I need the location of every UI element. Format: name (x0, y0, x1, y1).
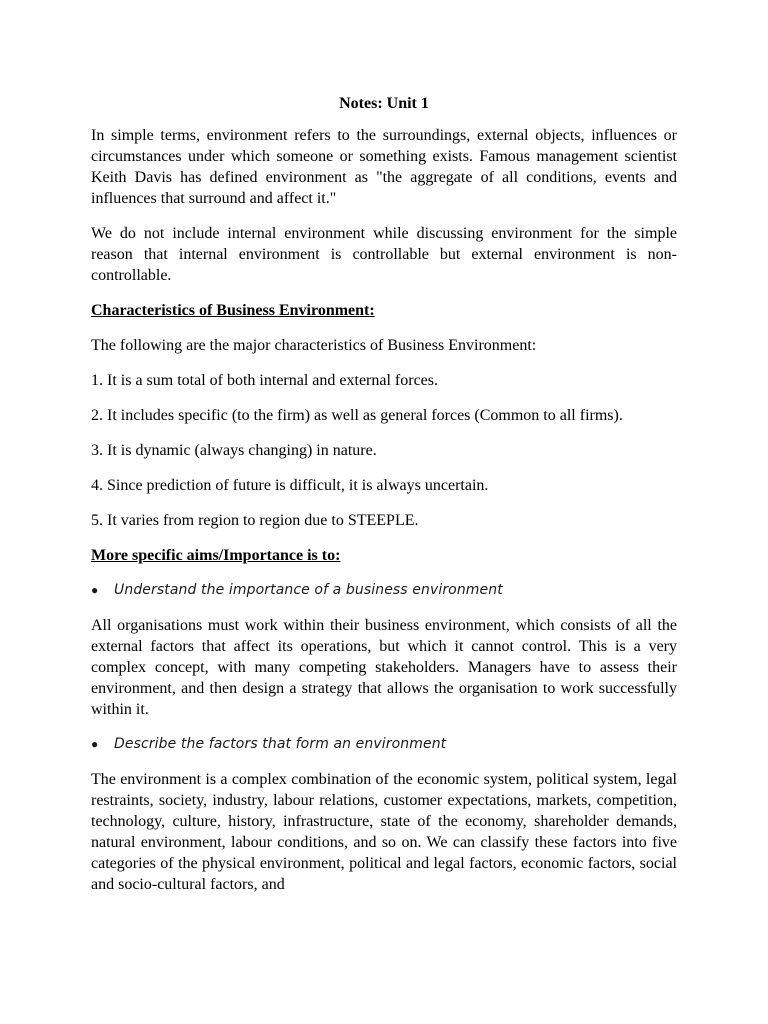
internal-environment-paragraph: We do not include internal environment while discussing environment for the simple reason that internal environment is controllable but external environment is non-controllable. (91, 225, 677, 284)
bullet-item-importance (91, 580, 677, 601)
characteristic-item-4: 4. Since prediction of future is difficult, it is always uncertain. (91, 477, 489, 494)
characteristic-item-1: 1. It is a sum total of both internal and external forces. (91, 372, 439, 389)
environment-factors-paragraph: The environment is a complex combination of the economic system, political system, legal restraints, society, industry, labour relations, customer expectations, markets, competition, technology, culture, history, infrastructure, state of the economy, shareholder demands, natural environment, labour conditions, and so on. We can classify these factors into five categories of the physical environment, political and legal factors, economic factors, social and socio-cultural factors, and (91, 771, 677, 893)
organisations-paragraph: All organisations must work within their business environment, which consists of all the external factors that affect its operations, but which it cannot control. This is a very complex concept, with many competing stakeholders. Managers have to assess their environment, and then design a strategy that allows the organisation to work successfully within it. (91, 617, 677, 718)
characteristics-heading: Characteristics of Business Environment: (91, 302, 375, 319)
characteristic-item-2: 2. It includes specific (to the firm) as well as general forces (Common to all firms). (91, 407, 623, 424)
characteristics-intro: The following are the major characteristics of Business Environment: (91, 337, 537, 354)
bullet-icon: ● (91, 737, 99, 751)
bullet-icon: ● (91, 583, 99, 597)
bullet-item-factors (91, 734, 677, 755)
characteristic-item-5: 5. It varies from region to region due to STEEPLE. (91, 512, 419, 529)
characteristic-item-3: 3. It is dynamic (always changing) in nature. (91, 442, 377, 459)
bullet-text-importance: Understand the importance of a business environment (114, 582, 503, 598)
page-title: Notes: Unit 1 (339, 95, 429, 112)
intro-paragraph: In simple terms, environment refers to the surroundings, external objects, influences or circumstances under which someone or something exists. Famous management scientist Keith Davis has defined environment as "the aggregate of all conditions, events and influences that surround and affect it." (91, 127, 677, 207)
aims-heading: More specific aims/Importance is to: (91, 547, 341, 564)
bullet-text-factors: Describe the factors that form an environment (114, 736, 447, 752)
